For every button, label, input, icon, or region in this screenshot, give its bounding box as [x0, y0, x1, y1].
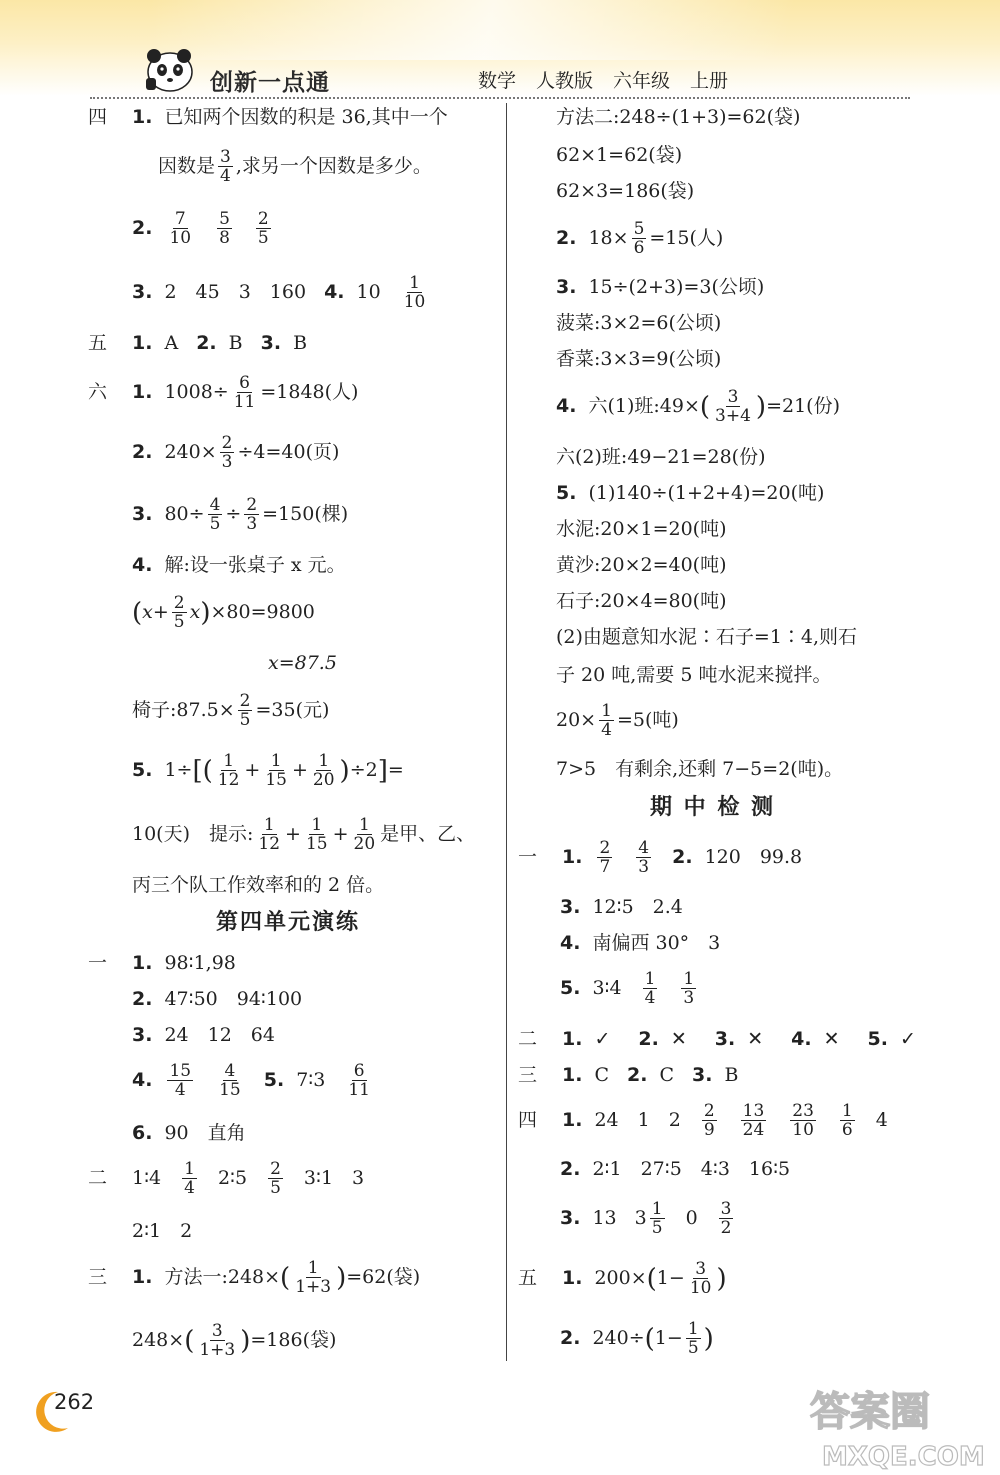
- midterm-title: 期 中 检 测: [650, 795, 775, 820]
- answer-line: 五 1. 200× ( 1− $\frac{3}{10}$ ): [518, 1259, 727, 1299]
- answer-line: [556, 592, 727, 611]
- section-label: 三: [88, 1266, 108, 1289]
- answer-line: 一 1. $\frac{2}{7}$ $\frac{4}{3}$ 2. 120 99.8: [518, 838, 803, 878]
- answer-text: =15(人): [649, 227, 724, 250]
- answer-line: [556, 556, 727, 575]
- answer-line: 3. 13 3 $\frac{1}{5}$ 0 $\frac{3}{2}$: [560, 1199, 732, 1239]
- answer-text: 248×: [132, 1329, 185, 1352]
- answer-text: =5(吨): [616, 709, 679, 732]
- header-swoosh: [150, 0, 1000, 60]
- answer-text: (2)由题意知水泥∶石子=1∶4,则石: [556, 626, 858, 648]
- section-label: 四: [518, 1109, 538, 1132]
- svg-text:答案圈: 答案圈: [810, 1389, 930, 1435]
- answer-line: 2. $\frac{7}{10}$ $\frac{5}{8}$ $\frac{2}{5}$: [132, 209, 269, 249]
- answer-line: 一 1. 98∶1,98: [88, 952, 236, 974]
- answer-text: 10(天) 提示:: [132, 823, 254, 846]
- answer-text: 香菜:3×3=9(公顷): [556, 348, 722, 370]
- answer-text: 椅子:87.5×: [132, 699, 235, 722]
- unit4-title: 第四单元演练: [216, 910, 361, 935]
- answer-text: x=87.5: [268, 652, 337, 674]
- answer-text: (1)140÷(1+2+4)=20(吨): [588, 482, 825, 504]
- watermark-logo: [800, 1380, 1000, 1475]
- answer-text: 已知两个因数的积是 36,其中一个: [164, 106, 448, 128]
- answer-line: 3. 24 12 64: [132, 1024, 275, 1046]
- answer-line: [556, 666, 831, 685]
- answer-line: 6. 90 直角: [132, 1122, 246, 1144]
- answer-text: =35(元): [255, 699, 330, 722]
- answer-line: 五 1. A 2. B 3. B: [88, 332, 308, 354]
- answer-line: 2∶1 2: [132, 1220, 193, 1242]
- answer-line: 2. 47∶50 94∶100: [132, 988, 303, 1010]
- answer-text: ,求另一个因数是多少。: [235, 155, 432, 178]
- volume: 上册: [690, 70, 729, 92]
- answer-text: 水泥:20×1=20(吨): [556, 518, 727, 540]
- header-dotted-rule: [90, 97, 910, 99]
- answer-line: 四 1. 24 1 2 $\frac{2}{9}$ $\frac{13}{24}$ $\frac{23}{10}$ $\frac{1}{6}$ 4: [518, 1101, 888, 1141]
- answer-line: 248× ( $\frac{3}{1+3}$ ) =186(袋): [132, 1321, 337, 1361]
- answer-text: 2∶1 27∶5 4∶3 16∶5: [592, 1158, 791, 1180]
- answer-text: =186(袋): [250, 1329, 337, 1352]
- answer-line: [556, 628, 857, 647]
- answer-line: 因数是 $\frac{3}{4}$ ,求另一个因数是多少。: [158, 147, 432, 187]
- answer-line: 四 1. 已知两个因数的积是 36,其中一个: [88, 106, 448, 128]
- answer-text: 方法一:248×: [164, 1266, 281, 1289]
- answer-line: [556, 760, 843, 779]
- answer-line: ( x+ $\frac{2}{5}$ x ) ×80=9800: [132, 593, 315, 633]
- answer-text: 六(2)班:49−21=28(份): [556, 446, 766, 468]
- answer-line: 10(天) 提示: $\frac{1}{12}$ + $\frac{1}{15}$ + $\frac{1}{20}$ 是甲、乙、: [132, 815, 476, 855]
- answer-line: 2. 240÷ ( 1− $\frac{1}{5}$ ): [560, 1319, 714, 1359]
- answer-line: 5. (1)140÷(1+2+4)=20(吨): [556, 482, 825, 504]
- answer-text: 六(1)班:49×: [588, 395, 700, 418]
- edition: 人教版: [536, 70, 594, 92]
- answer-text: =21(份): [766, 395, 841, 418]
- answer-text: 黄沙:20×2=40(吨): [556, 554, 727, 576]
- panda-mascot-icon: [140, 42, 198, 94]
- answer-line: 2. 240× $\frac{2}{3}$ ÷4=40(页): [132, 433, 340, 473]
- answer-line: [556, 182, 694, 201]
- svg-text:MXQE.COM: MXQE.COM: [822, 1442, 985, 1472]
- answer-text: 18×: [588, 227, 629, 250]
- answer-line: 三 1. 方法一:248× ( $\frac{1}{1+3}$ ) =62(袋): [88, 1258, 421, 1298]
- answer-line: 4. 解:设一张桌子 x 元。: [132, 554, 346, 576]
- answer-line: [268, 654, 337, 673]
- answer-line: [556, 350, 721, 369]
- answer-text: 15÷(2+3)=3(公顷): [588, 276, 765, 298]
- answer-line: [556, 520, 727, 539]
- answer-line: 2. 2∶1 27∶5 4∶3 16∶5: [560, 1158, 791, 1180]
- answer-line: 三 1. C 2. C 3. B: [518, 1064, 739, 1086]
- answer-line: 二 1. ✓ 2. ✕ 3. ✕ 4. ✕ 5. ✓: [518, 1028, 916, 1050]
- answer-line: 4. $\frac{15}{4}$ $\frac{4}{15}$ 5. 7∶3 $\frac{6}{11}$: [132, 1061, 370, 1101]
- answer-line: [132, 876, 384, 895]
- answer-line: [556, 108, 800, 127]
- answer-text: 石子:20×4=80(吨): [556, 590, 727, 612]
- answer-line: 椅子:87.5× $\frac{2}{5}$ =35(元): [132, 691, 330, 731]
- answer-line: 5. 1÷ [ ( $\frac{1}{12}$ + $\frac{1}{15}$ + $\frac{1}{20}$ ) ÷2 ] =: [132, 751, 404, 791]
- answer-line: 3. 80÷ $\frac{4}{5}$ ÷ $\frac{2}{3}$ =150(棵): [132, 495, 349, 535]
- answer-text: 解:设一张桌子 x 元。: [164, 554, 346, 576]
- answer-line: 六 1. 1008÷ $\frac{6}{11}$ =1848(人): [88, 373, 359, 413]
- answer-text: 62×1=62(袋): [556, 144, 683, 166]
- column-divider: [506, 103, 507, 1361]
- answer-line: 3. 2 45 3 160 4. 10 $\frac{1}{10}$: [132, 273, 426, 313]
- page-number: 262: [54, 1390, 95, 1414]
- answer-line: [556, 314, 721, 333]
- answer-line: 二 1∶4 $\frac{1}{4}$ 2∶5 $\frac{2}{5}$ 3∶1 3: [88, 1159, 365, 1199]
- section-label: 五: [518, 1267, 538, 1290]
- answer-line: 20× $\frac{1}{4}$ =5(吨): [556, 701, 679, 741]
- answer-line: 4. 南偏西 30° 3: [560, 932, 721, 954]
- subject: 数学: [478, 70, 517, 92]
- answer-line: 5. 3∶4 $\frac{1}{4}$ $\frac{1}{3}$: [560, 969, 695, 1009]
- answer-line: 4. 六(1)班:49× ( $\frac{3}{3+4}$ ) =21(份): [556, 387, 841, 427]
- answer-text: 子 20 吨,需要 5 吨水泥来搅拌。: [556, 664, 832, 686]
- answer-text: 7>5 有剩余,还剩 7−5=2(吨)。: [556, 758, 844, 780]
- section-label: 一: [518, 846, 538, 869]
- section-label: 三: [518, 1064, 538, 1086]
- answer-line: [556, 146, 682, 165]
- answer-text: 菠菜:3×2=6(公顷): [556, 312, 722, 334]
- grade: 六年级: [613, 70, 671, 92]
- answer-text: 因数是: [158, 155, 216, 178]
- answer-text: =62(袋): [346, 1266, 421, 1289]
- answer-text: 是甲、乙、: [380, 823, 476, 846]
- section-label: 二: [518, 1028, 538, 1050]
- section-label: 四: [88, 106, 108, 128]
- answer-line: 2. 18× $\frac{5}{6}$ =15(人): [556, 219, 724, 259]
- answer-line: [556, 448, 766, 467]
- subject-info: [478, 66, 728, 93]
- answer-text: ×80=9800: [210, 601, 315, 624]
- answer-line: 3. 12∶5 2.4: [560, 896, 683, 918]
- answer-text: 62×3=186(袋): [556, 180, 695, 202]
- answer-text: 方法二:248÷(1+3)=62(袋): [556, 106, 801, 128]
- section-label: 一: [88, 952, 108, 974]
- answer-text: 丙三个队工作效率和的 2 倍。: [132, 874, 385, 896]
- section-label: 五: [88, 332, 108, 354]
- brand-title: 创新一点通: [210, 70, 330, 96]
- answer-text: 20×: [556, 709, 597, 732]
- section-label: 二: [88, 1167, 108, 1190]
- section-label: 六: [88, 381, 108, 404]
- answer-line: 3. 15÷(2+3)=3(公顷): [556, 276, 765, 298]
